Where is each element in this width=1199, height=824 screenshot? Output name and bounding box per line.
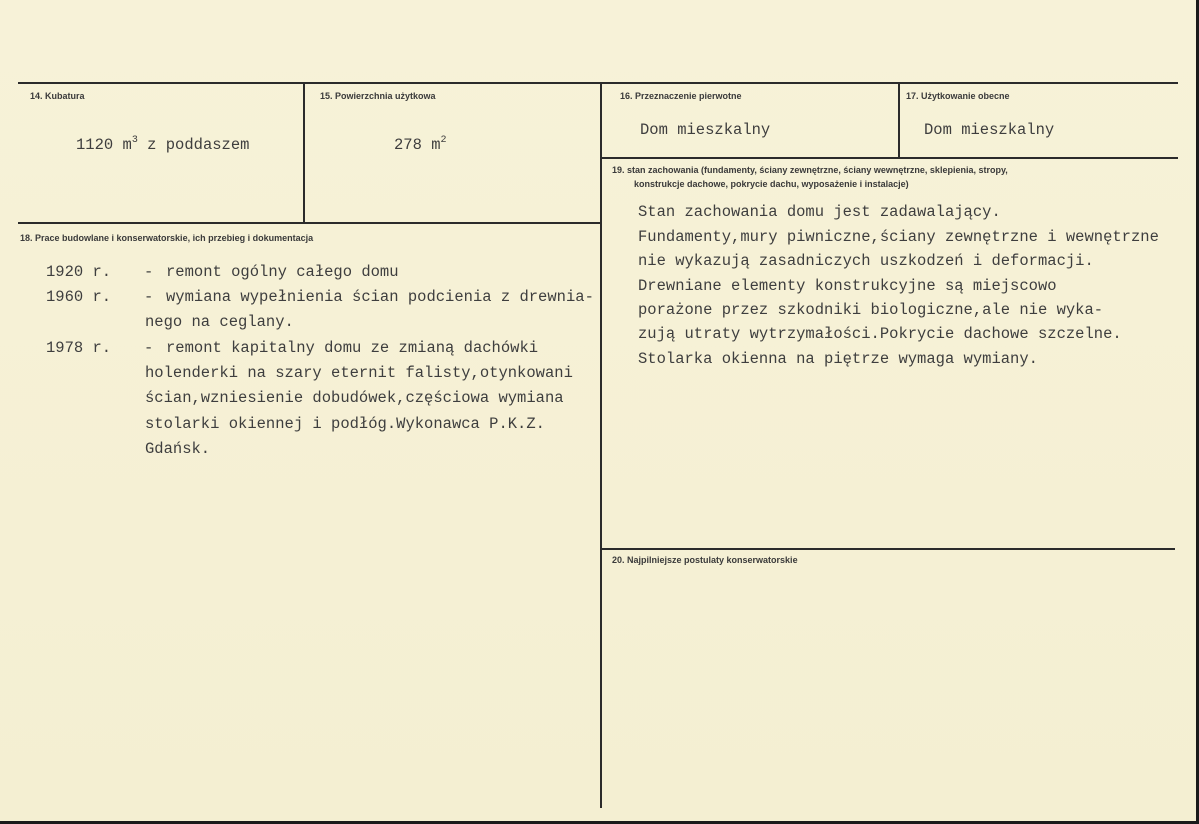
entry-1920	[46, 260, 399, 284]
stan-line: Stan zachowania domu jest zadawalający.	[638, 203, 1001, 221]
kubatura-exponent: 3	[131, 135, 138, 146]
entry-1978-cont: holenderki na szary eternit falisty,otynkowani	[145, 364, 573, 382]
label-stan-zachowania: 19. stan zachowania (fundamenty, ściany zewnętrzne, ściany wewnętrzne, sklepienia, stropy,	[612, 165, 1008, 175]
entry-year: 1960 r.	[46, 288, 112, 306]
powierzchnia-exponent: 2	[440, 135, 447, 146]
kubatura-suffix: z poddaszem	[137, 136, 250, 154]
entry-1978-cont: Gdańsk.	[145, 440, 211, 458]
rule-f19-bottom	[602, 548, 1175, 550]
entry-1960	[46, 285, 594, 309]
label-prace-budowlane: 18. Prace budowlane i konserwatorskie, ich przebieg i dokumentacja	[20, 233, 314, 243]
divider-f16-f17	[898, 82, 900, 157]
value-powierzchnia	[394, 129, 447, 157]
divider-main	[600, 82, 602, 808]
entry-text: wymiana wypełnienia ścian podcienia z drewnia-	[166, 288, 594, 306]
kubatura-number: 1120 m	[76, 136, 132, 154]
label-kubatura: 14. Kubatura	[30, 91, 85, 101]
rule-f17-bottom	[602, 157, 1178, 159]
entry-dash: -	[144, 263, 154, 281]
powierzchnia-number: 278 m	[394, 136, 441, 154]
entry-year: 1920 r.	[46, 263, 112, 281]
stan-line: nie wykazują zasadniczych uszkodzeń i deformacji.	[638, 252, 1094, 270]
entry-dash: -	[144, 288, 154, 306]
stan-line: Stolarka okienna na piętrze wymaga wymiany.	[638, 350, 1038, 368]
entry-text: remont ogólny całego domu	[166, 263, 399, 281]
stan-line: Fundamenty,mury piwniczne,ściany zewnętrzne i wewnętrzne	[638, 228, 1159, 246]
entry-1978	[46, 336, 538, 360]
value-uzytkowanie: Dom mieszkalny	[924, 121, 1055, 139]
label-powierzchnia: 15. Powierzchnia użytkowa	[320, 91, 436, 101]
divider-f14-f15	[303, 82, 305, 222]
label-postulaty: 20. Najpilniejsze postulaty konserwatorskie	[612, 555, 798, 565]
label-przeznaczenie: 16. Przeznaczenie pierwotne	[620, 91, 742, 101]
label-stan-zachowania-cont: konstrukcje dachowe, pokrycie dachu, wyposażenie i instalacje)	[634, 179, 909, 189]
prace-budowlane-list	[46, 260, 598, 470]
entry-1960-cont: nego na ceglany.	[145, 313, 294, 331]
entry-dash: -	[144, 339, 154, 357]
label-uzytkowanie: 17. Użytkowanie obecne	[906, 91, 1010, 101]
value-przeznaczenie: Dom mieszkalny	[640, 121, 771, 139]
entry-1978-cont: ścian,wzniesienie dobudówek,częściowa wymiana	[145, 389, 564, 407]
value-kubatura	[76, 129, 249, 157]
entry-1978-cont: stolarki okiennej i podłóg.Wykonawca P.K.Z.	[145, 415, 545, 433]
stan-line: zują utraty wytrzymałości.Pokrycie dachowe szczelne.	[638, 325, 1122, 343]
stan-zachowania-text	[638, 200, 1178, 375]
entry-year: 1978 r.	[46, 339, 112, 357]
stan-line: porażone przez szkodniki biologiczne,ale nie wyka-	[638, 301, 1104, 319]
entry-text: remont kapitalny domu ze zmianą dachówki	[166, 339, 539, 357]
rule-f14-bottom	[18, 222, 602, 224]
top-rule	[18, 82, 1178, 84]
stan-line: Drewniane elementy konstrukcyjne są miejscowo	[638, 277, 1057, 295]
